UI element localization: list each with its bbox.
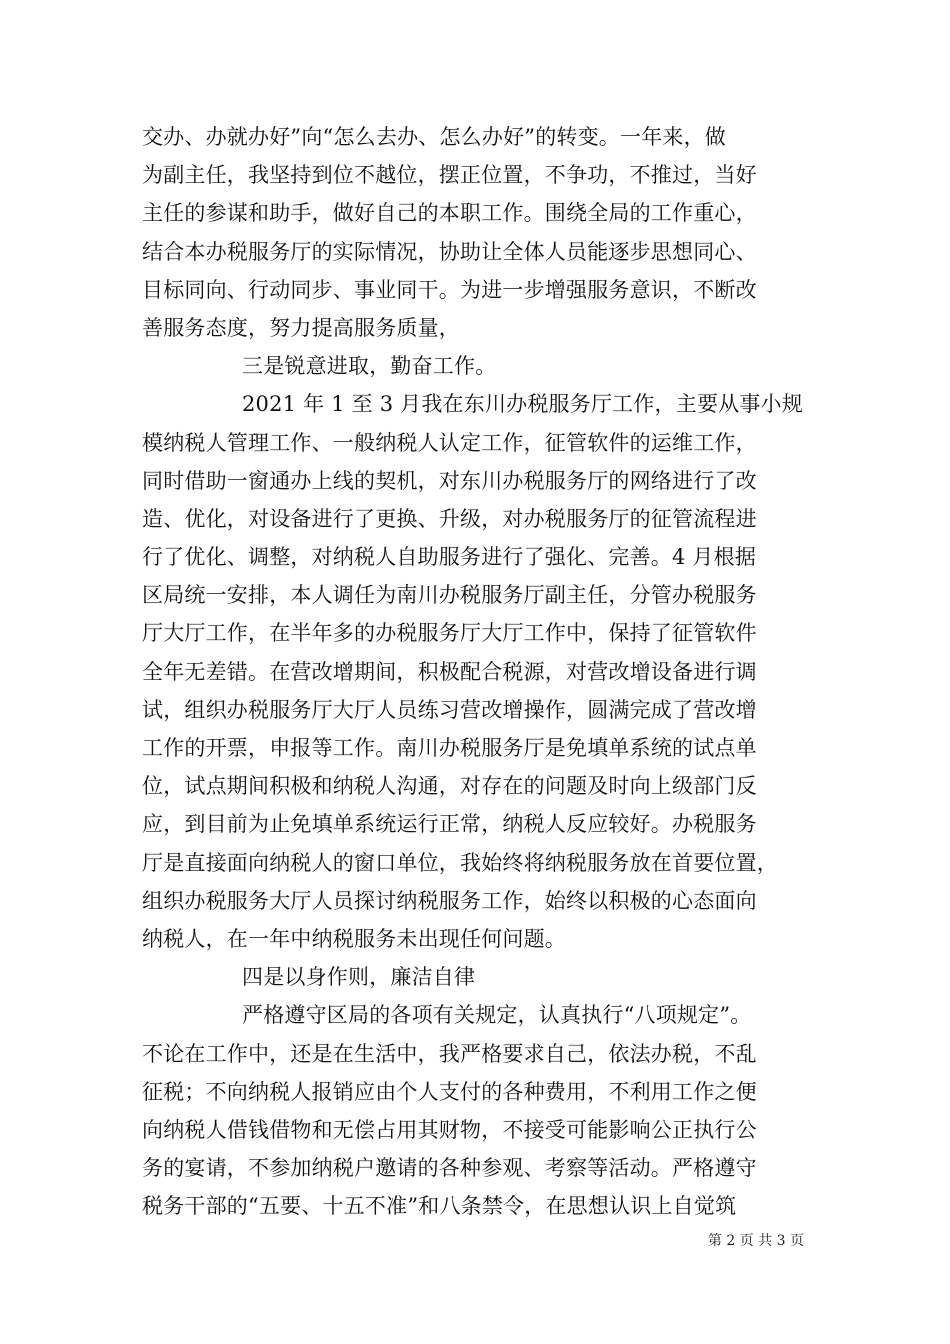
text-line: 务的宴请，不参加纳税户邀请的各种参观、考察等活动。严格遵守 <box>142 1156 757 1181</box>
paragraph-start-line: 四是以身作则，廉洁自律 <box>242 965 476 990</box>
paragraph-start-line: 三是锐意进取，勤奋工作。 <box>242 354 497 379</box>
text-line: 应，到目前为止免填单系统运行正常，纳税人反应较好。办税服务 <box>142 812 757 837</box>
text-line: 行了优化、调整，对纳税人自助服务进行了强化、完善。4 月根据 <box>142 545 757 570</box>
paragraph-start-line: 2021 年 1 至 3 月我在东川办税服务厅工作，主要从事小规 <box>242 392 803 417</box>
text-line: 善服务态度，努力提高服务质量， <box>142 315 460 340</box>
text-line: 工作的开票，申报等工作。南川办税服务厅是免填单系统的试点单 <box>142 736 757 760</box>
document-body <box>142 118 832 1225</box>
text-line: 厅大厅工作，在半年多的办税服务厅大厅工作中，保持了征管软件 <box>142 621 757 646</box>
text-line: 结合本办税服务厅的实际情况，协助让全体人员能逐步思想同心、 <box>142 239 757 264</box>
text-line: 组织办税服务大厅人员探讨纳税服务工作，始终以积极的心态面向 <box>142 888 757 913</box>
text-line: 目标同向、行动同步、事业同干。为进一步增强服务意识，不断改 <box>142 277 757 302</box>
text-line: 同时借助一窗通办上线的契机，对东川办税服务厅的网络进行了改 <box>142 468 757 493</box>
text-line: 征税；不向纳税人报销应由个人支付的各种费用，不利用工作之便 <box>142 1079 757 1104</box>
text-line: 交办、办就办好”向“怎么去办、怎么办好”的转变。一年来，做 <box>142 125 727 149</box>
text-line: 造、优化，对设备进行了更换、升级，对办税服务厅的征管流程进 <box>142 506 757 531</box>
text-line: 区局统一安排，本人调任为南川办税服务厅副主任，分管办税服务 <box>142 583 757 608</box>
text-line: 不论在工作中，还是在生活中，我严格要求自己，依法办税，不乱 <box>142 1041 757 1066</box>
text-line: 全年无差错。在营改增期间，积极配合税源，对营改增设备进行调 <box>142 659 757 684</box>
text-line: 纳税人，在一年中纳税服务未出现任何问题。 <box>142 926 566 951</box>
text-line: 税务干部的“五要、十五不准”和八条禁令，在思想认识上自觉筑 <box>142 1194 737 1219</box>
text-line: 主任的参谋和助手，做好自己的本职工作。围绕全局的工作重心， <box>142 201 757 226</box>
text-line: 模纳税人管理工作、一般纳税人认定工作，征管软件的运维工作， <box>142 430 757 455</box>
text-line: 厅是直接面向纳税人的窗口单位，我始终将纳税服务放在首要位置， <box>142 850 778 875</box>
text-line: 为副主任，我坚持到位不越位，摆正位置，不争功，不推过，当好 <box>142 163 757 188</box>
text-line: 试，组织办税服务厅大厅人员练习营改增操作，圆满完成了营改增 <box>142 697 757 722</box>
paragraph-start-line: 严格遵守区局的各项有关规定，认真执行“八项规定”。 <box>242 1003 752 1028</box>
page-number: 第 2 页 共 3 页 <box>707 1233 804 1249</box>
text-line: 位，试点期间积极和纳税人沟通，对存在的问题及时向上级部门反 <box>142 774 757 799</box>
text-line: 向纳税人借钱借物和无偿占用其财物，不接受可能影响公正执行公 <box>142 1117 757 1142</box>
